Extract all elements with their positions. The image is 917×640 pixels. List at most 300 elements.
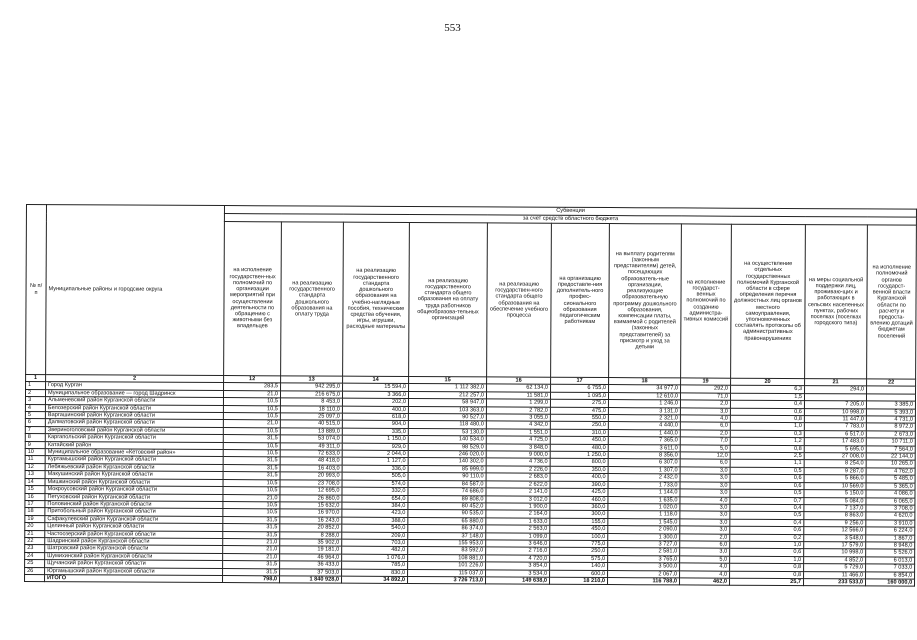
row-number: 15 <box>25 486 45 494</box>
value-cell: 21,0 <box>223 390 280 398</box>
value-cell: 310,0 <box>550 429 608 437</box>
value-cell: 0,8 <box>730 571 804 579</box>
value-cell: 20 852,0 <box>280 524 342 532</box>
value-cell: 798,0 <box>223 576 280 584</box>
value-cell: 21,0 <box>223 553 280 561</box>
value-cell: 5 485,0 <box>866 475 915 483</box>
value-cell: 1 307,0 <box>608 466 680 474</box>
value-cell: 3 385,0 <box>866 401 915 409</box>
value-cell: 2 782,0 <box>486 407 550 415</box>
value-cell: 2 044,0 <box>342 450 408 458</box>
value-cell: 1 867,0 <box>866 534 915 542</box>
value-cell: 101 226,0 <box>408 562 486 570</box>
value-cell: 1 118,0 <box>608 511 680 519</box>
value-cell: 49 311,0 <box>280 442 342 450</box>
value-cell: 5 866,0 <box>804 475 866 483</box>
value-cell: 6 307,0 <box>608 459 680 467</box>
row-number: 21 <box>25 530 45 538</box>
region-name: Альменевский район Курганской области <box>45 397 223 405</box>
value-cell: 9 000,0 <box>486 451 550 459</box>
region-name: Частоозерский район Курганской области <box>45 530 223 538</box>
column-header: на выплату родителям (законным представителям) детей, посещающих образователь-ные организации, реализующие образовательную программу дошкольного образования, компенсации платы, взимаемой с родителей (законных представителей) за присмотр и уход за детьми <box>609 224 682 378</box>
value-cell: 103 363,0 <box>408 406 486 414</box>
region-name: Мокроусовский район Курганской области <box>45 486 223 494</box>
value-cell: 2 716,0 <box>486 547 550 555</box>
value-cell: 115 037,0 <box>408 569 486 577</box>
value-cell: 140,0 <box>550 562 608 570</box>
value-cell: 6 517,0 <box>804 430 866 438</box>
region-name: Шатровский район Курганской области <box>45 545 223 553</box>
value-cell: 6,0 <box>680 541 730 549</box>
value-cell: 550,0 <box>550 414 608 422</box>
value-cell: 34 892,0 <box>342 576 408 584</box>
value-cell: 36 433,0 <box>280 561 342 569</box>
value-cell: 1 020,0 <box>608 503 680 511</box>
value-cell: 1 144,0 <box>608 489 680 497</box>
column-header: на исполнение государствен-ных полномочий по организации мероприятий при осуществлении деятельности по обращению с животными без владельцев <box>224 222 282 376</box>
value-cell: 16 403,0 <box>280 465 342 473</box>
value-cell: 65 880,0 <box>408 517 486 525</box>
row-number: 16 <box>25 493 45 501</box>
value-cell: 74 686,0 <box>408 488 486 496</box>
row-number: 26 <box>25 567 45 575</box>
value-cell: 8 948,0 <box>866 542 915 550</box>
column-number: 14 <box>343 376 409 384</box>
value-cell: 505,0 <box>342 472 408 480</box>
value-cell: 16 243,0 <box>280 517 342 525</box>
value-cell: 4,0 <box>680 496 730 504</box>
page-number: 553 <box>444 22 461 34</box>
column-header: на меры социальной поддержки лиц, проживаю-щих и работающих в сельских населенных пунктах, рабочих поселках (поселках городского типа) <box>805 225 868 379</box>
column-header: на реализацию государственного стандарта общего образования на оплату труда работников общеобразова-тельных организаций <box>409 223 488 377</box>
value-cell: 0,5 <box>730 512 804 520</box>
value-cell: 3,0 <box>680 548 730 556</box>
value-cell: 0,4 <box>730 504 804 512</box>
value-cell: 618,0 <box>342 413 408 421</box>
value-cell: 7 564,0 <box>866 446 915 454</box>
value-cell: 0,5 <box>730 489 804 497</box>
value-cell: 1 900,0 <box>486 503 550 511</box>
column-number: 21 <box>805 379 867 387</box>
column-header: на исполнение полномочий органов государст-венной власти Курганской области по расчету и предоста-влению дотаций бюджетам поселений <box>867 225 917 379</box>
value-cell: 3 765,0 <box>608 555 680 563</box>
value-cell: 12,0 <box>680 452 730 460</box>
value-cell: 90 527,0 <box>408 414 486 422</box>
value-cell: 2,5 <box>730 452 804 460</box>
value-cell: 8 863,0 <box>804 512 866 520</box>
value-cell: 2 067,0 <box>608 570 680 578</box>
value-cell: 246 020,0 <box>408 451 486 459</box>
value-cell: 108 881,0 <box>408 554 486 562</box>
column-number: 17 <box>551 377 609 385</box>
value-cell: 46 964,0 <box>280 554 342 562</box>
value-cell: 2,0 <box>680 430 730 438</box>
header-region: Муниципальные районы и городские округа <box>46 205 225 376</box>
value-cell: 1 551,0 <box>486 429 550 437</box>
row-number: 22 <box>25 537 45 545</box>
region-name: Звериноголовский район Курганской области <box>45 426 223 434</box>
value-cell: 17 483,0 <box>804 438 866 446</box>
row-number: 12 <box>25 463 45 471</box>
value-cell: 31,5 <box>223 531 280 539</box>
region-name: Половинский район Курганской области <box>45 501 223 509</box>
region-name: Притобольный район Курганской области <box>45 508 223 516</box>
value-cell: 209,0 <box>342 532 408 540</box>
value-cell: 0,5 <box>730 467 804 475</box>
value-cell: 22 144,0 <box>866 453 915 461</box>
value-cell: 2 141,0 <box>486 488 550 496</box>
value-cell: 7 033,0 <box>866 564 915 572</box>
row-number: 23 <box>25 545 45 553</box>
value-cell: 216 675,0 <box>280 391 342 399</box>
value-cell: 3 055,0 <box>486 414 550 422</box>
value-cell: 0,6 <box>730 549 804 557</box>
value-cell: 89 808,0 <box>408 495 486 503</box>
value-cell: 31,5 <box>223 516 280 524</box>
value-cell: 20 993,0 <box>280 472 342 480</box>
value-cell: 233 533,0 <box>804 579 866 587</box>
value-cell: 4 731,0 <box>866 416 915 424</box>
value-cell: 1,5 <box>730 393 804 401</box>
header-number: № п/ п <box>26 205 47 375</box>
value-cell: 10,5 <box>223 487 280 495</box>
row-number: 5 <box>25 412 45 420</box>
value-cell: 3 726 713,0 <box>408 576 486 584</box>
value-cell: 3 848,0 <box>486 444 550 452</box>
value-cell: 100,0 <box>550 533 608 541</box>
value-cell: 4 342,0 <box>486 421 550 429</box>
row-number: 20 <box>25 523 45 531</box>
value-cell: 654,0 <box>342 495 408 503</box>
value-cell: 384,0 <box>342 502 408 510</box>
value-cell: 3,0 <box>680 526 730 534</box>
value-cell: 155 953,0 <box>408 539 486 547</box>
value-cell: 4 736,0 <box>486 458 550 466</box>
value-cell: 80 452,0 <box>408 502 486 510</box>
value-cell: 2 673,0 <box>866 431 915 439</box>
value-cell: 335,0 <box>342 428 408 436</box>
value-cell: 37 148,0 <box>408 532 486 540</box>
value-cell: 9 256,0 <box>804 519 866 527</box>
column-number: 1 <box>26 375 46 383</box>
value-cell: 482,0 <box>342 547 408 555</box>
value-cell: 2 683,0 <box>486 473 550 481</box>
region-name: Мишкинский район Курганской области <box>45 478 223 486</box>
value-cell: 6,0 <box>680 459 730 467</box>
value-cell: 0,4 <box>730 400 804 408</box>
value-cell: 1 250,0 <box>550 451 608 459</box>
value-cell: 3 012,0 <box>486 495 550 503</box>
value-cell: 6,3 <box>731 386 805 394</box>
value-cell: 10,5 <box>223 398 280 406</box>
region-name: Муниципальное образование «Кетовский район» <box>45 449 223 457</box>
value-cell: 250,0 <box>550 422 608 430</box>
region-name: Белозерский район Курганской области <box>45 404 223 412</box>
value-cell: 11 581,0 <box>486 392 550 400</box>
value-cell: 0,6 <box>730 526 804 534</box>
value-cell: 929,0 <box>342 443 408 451</box>
column-number: 19 <box>681 378 731 386</box>
value-cell: 360,0 <box>550 503 608 511</box>
row-number: 7 <box>25 426 45 434</box>
row-number: 3 <box>25 397 45 405</box>
value-cell: 7 137,0 <box>804 504 866 512</box>
value-cell: 31,5 <box>223 457 280 465</box>
value-cell: 37 503,0 <box>280 568 342 576</box>
value-cell: 574,0 <box>342 480 408 488</box>
value-cell: 2 622,0 <box>486 481 550 489</box>
value-cell: 62 134,0 <box>487 384 551 392</box>
value-cell: 0,2 <box>730 534 804 542</box>
row-number: 10 <box>25 449 45 457</box>
value-cell: 3 854,0 <box>486 562 550 570</box>
value-cell: 40 515,0 <box>280 420 342 428</box>
column-header: на осуществление отдельных государственных полномочий Курганской области в сфере определения перечня должностных лиц органов местного самоуправления, уполномоченных составлять протоколы об административных правонарушениях <box>731 224 806 378</box>
value-cell: 785,0 <box>342 561 408 569</box>
value-cell: 72 633,0 <box>280 450 342 458</box>
value-cell: 6 854,0 <box>866 571 915 579</box>
value-cell: 18 210,0 <box>550 577 608 585</box>
value-cell: 2 226,0 <box>486 466 550 474</box>
value-cell: 83 592,0 <box>408 547 486 555</box>
region-name: Макушинский район Курганской области <box>45 471 223 479</box>
value-cell: 140 302,0 <box>408 458 486 466</box>
row-number: 24 <box>25 552 45 560</box>
value-cell: 140 534,0 <box>408 436 486 444</box>
value-cell: 3 910,0 <box>866 520 915 528</box>
value-cell: 1 127,0 <box>342 458 408 466</box>
region-name: Варгашинский район Курганской области <box>45 412 223 420</box>
value-cell: 1 635,0 <box>608 496 680 504</box>
value-cell: 71,0 <box>680 393 730 401</box>
value-cell: 3,0 <box>680 408 730 416</box>
row-number: 18 <box>25 508 45 516</box>
value-cell: 116 788,0 <box>608 578 680 586</box>
region-name: Шадринский район Курганской области <box>45 538 223 546</box>
value-cell: 462,0 <box>680 578 730 586</box>
row-number: 14 <box>25 478 45 486</box>
value-cell: 10 711,0 <box>866 438 915 446</box>
column-number: 16 <box>487 377 551 385</box>
value-cell: 450,0 <box>550 436 608 444</box>
value-cell: 31,5 <box>223 435 280 443</box>
value-cell: 1 545,0 <box>608 518 680 526</box>
column-number: 2 <box>46 375 224 383</box>
value-cell: 1,0 <box>730 423 804 431</box>
region-name: Муниципальное образование — город Шадринск <box>45 389 223 397</box>
value-cell: 3,0 <box>680 504 730 512</box>
value-cell: 202,0 <box>342 398 408 406</box>
value-cell: 31,5 <box>223 524 280 532</box>
value-cell: 2 090,0 <box>608 526 680 534</box>
value-cell: 26 860,0 <box>280 494 342 502</box>
value-cell: 1,0 <box>730 541 804 549</box>
value-cell: 10,5 <box>223 405 280 413</box>
value-cell: 7,0 <box>680 437 730 445</box>
value-cell: 3 548,0 <box>804 534 866 542</box>
value-cell: 540,0 <box>342 524 408 532</box>
value-cell: 1 733,0 <box>608 481 680 489</box>
value-cell: 2 321,0 <box>608 415 680 423</box>
value-cell: 98 529,0 <box>408 443 486 451</box>
value-cell: 904,0 <box>342 421 408 429</box>
value-cell: 31,5 <box>223 464 280 472</box>
value-cell: 400,0 <box>550 474 608 482</box>
row-number: 19 <box>25 515 45 523</box>
value-cell: 10,5 <box>223 450 280 458</box>
value-cell: 5 365,0 <box>866 483 915 491</box>
value-cell: 11 447,0 <box>804 416 866 424</box>
value-cell: 8 254,0 <box>804 460 866 468</box>
value-cell: 12 566,0 <box>804 527 866 535</box>
column-number: 22 <box>867 379 916 387</box>
value-cell: 90 535,0 <box>408 510 486 518</box>
column-header: на реализацию государственного стандарта дошкольного образования на оплату труда <box>281 222 344 376</box>
subventions-table <box>24 204 917 587</box>
region-name: Шумихинский район Курганской области <box>45 552 223 560</box>
value-cell: 480,0 <box>550 444 608 452</box>
value-cell: 48 418,0 <box>280 457 342 465</box>
value-cell: 460,0 <box>550 496 608 504</box>
value-cell: 4 720,0 <box>486 555 550 563</box>
value-cell: 0,7 <box>730 497 804 505</box>
column-header: на реализацию государствен-ного стандарта общего образования на обеспечение учебного процесса <box>487 223 552 377</box>
column-number: 20 <box>731 378 805 386</box>
value-cell: 6 013,0 <box>866 557 915 565</box>
value-cell: 830,0 <box>342 569 408 577</box>
value-cell: 10 569,0 <box>804 482 866 490</box>
value-cell: 10,5 <box>223 427 280 435</box>
value-cell: 25,7 <box>730 578 804 586</box>
value-cell: 5,0 <box>680 556 730 564</box>
value-cell: 6 065,0 <box>866 497 915 505</box>
value-cell: 23 708,0 <box>280 480 342 488</box>
row-number: 25 <box>25 560 45 568</box>
value-cell: 1 099,0 <box>486 532 550 540</box>
value-cell: 6,0 <box>680 422 730 430</box>
value-cell: 10,5 <box>223 509 280 517</box>
row-number: 13 <box>25 471 45 479</box>
value-cell: 5,0 <box>680 445 730 453</box>
value-cell: 0,8 <box>730 445 804 453</box>
value-cell: 3 708,0 <box>866 505 915 513</box>
value-cell: 4 725,0 <box>486 436 550 444</box>
value-cell: 4,0 <box>680 563 730 571</box>
header-subventions: Субвенции <box>224 206 916 218</box>
region-name: Куртамышский район Курганской области <box>45 456 223 464</box>
value-cell: 400,0 <box>342 406 408 414</box>
value-cell: 942 295,0 <box>281 383 343 391</box>
region-name: Петуховский район Курганской области <box>45 493 223 501</box>
value-cell: 31,5 <box>223 472 280 480</box>
value-cell: 2 581,0 <box>608 548 680 556</box>
value-cell: 7 783,0 <box>804 423 866 431</box>
value-cell: 3 611,0 <box>608 444 680 452</box>
value-cell: 6 224,0 <box>866 527 915 535</box>
value-cell: 58 947,0 <box>408 399 486 407</box>
value-cell: 10 998,0 <box>804 549 866 557</box>
column-number: 13 <box>281 376 343 384</box>
value-cell: 388,0 <box>342 517 408 525</box>
row-number: 11 <box>25 456 45 464</box>
value-cell: 3,0 <box>680 482 730 490</box>
region-name: Далматовский район Курганской области <box>45 419 223 427</box>
value-cell: 4 440,0 <box>608 422 680 430</box>
value-cell: 1,0 <box>730 556 804 564</box>
value-cell: 10,5 <box>223 442 280 450</box>
value-cell: 8 288,0 <box>280 531 342 539</box>
value-cell: 5 150,0 <box>804 490 866 498</box>
column-number: 15 <box>409 377 487 385</box>
value-cell: 0,3 <box>730 430 804 438</box>
value-cell: 12 610,0 <box>608 392 680 400</box>
header-regional-budget: за счет средств областного бюджета <box>224 214 916 226</box>
value-cell: 450,0 <box>550 525 608 533</box>
value-cell: 53 074,0 <box>280 435 342 443</box>
region-name: ИТОГО <box>45 575 223 583</box>
region-name: Лебяжьевский район Курганской области <box>45 463 223 471</box>
value-cell: 2 563,0 <box>486 525 550 533</box>
value-cell: 336,0 <box>342 465 408 473</box>
value-cell: 1 246,0 <box>608 400 680 408</box>
value-cell: 86 374,0 <box>408 525 486 533</box>
value-cell: 3 131,0 <box>608 407 680 415</box>
value-cell: 16 970,0 <box>280 509 342 517</box>
row-number: 17 <box>25 500 45 508</box>
value-cell: 2,0 <box>680 533 730 541</box>
value-cell: 4 762,0 <box>866 468 915 476</box>
value-cell: 0,6 <box>730 474 804 482</box>
value-cell: 1 300,0 <box>608 533 680 541</box>
value-cell: 53 130,0 <box>408 428 486 436</box>
value-cell: 149 638,0 <box>486 577 550 585</box>
value-cell: 21,0 <box>223 538 280 546</box>
value-cell: 7 205,0 <box>804 401 866 409</box>
value-cell: 5 393,0 <box>866 409 915 417</box>
value-cell: 332,0 <box>342 487 408 495</box>
value-cell: 0,6 <box>730 408 804 416</box>
value-cell: 3 646,0 <box>486 540 550 548</box>
value-cell: 21,0 <box>223 420 280 428</box>
value-cell: 6 755,0 <box>551 385 609 393</box>
value-cell: 10 998,0 <box>804 408 866 416</box>
value-cell: 423,0 <box>342 509 408 517</box>
value-cell: 90 110,0 <box>408 473 486 481</box>
value-cell: 9 287,0 <box>804 467 866 475</box>
value-cell: 31,5 <box>223 568 280 576</box>
value-cell: 800,0 <box>550 459 608 467</box>
value-cell: 0,6 <box>730 482 804 490</box>
value-cell: 283,5 <box>224 383 281 391</box>
value-cell: 2,0 <box>680 400 730 408</box>
value-cell: 1 095,0 <box>550 392 608 400</box>
region-name: Сафакулевский район Курганской области <box>45 515 223 523</box>
value-cell: 17 579,0 <box>804 542 866 550</box>
value-cell: 31,5 <box>223 561 280 569</box>
value-cell: 212 257,0 <box>408 391 486 399</box>
value-cell: 1,2 <box>730 437 804 445</box>
value-cell: 275,0 <box>550 399 608 407</box>
value-cell: 15 632,0 <box>280 502 342 510</box>
value-cell: 1 440,0 <box>608 429 680 437</box>
row-number: 1 <box>26 382 46 390</box>
value-cell: 3,0 <box>680 519 730 527</box>
value-cell: 118 480,0 <box>408 421 486 429</box>
value-cell: 1 076,0 <box>342 554 408 562</box>
value-cell: 300,0 <box>550 511 608 519</box>
value-cell: 5 526,0 <box>866 549 915 557</box>
value-cell: 35 902,0 <box>280 539 342 547</box>
